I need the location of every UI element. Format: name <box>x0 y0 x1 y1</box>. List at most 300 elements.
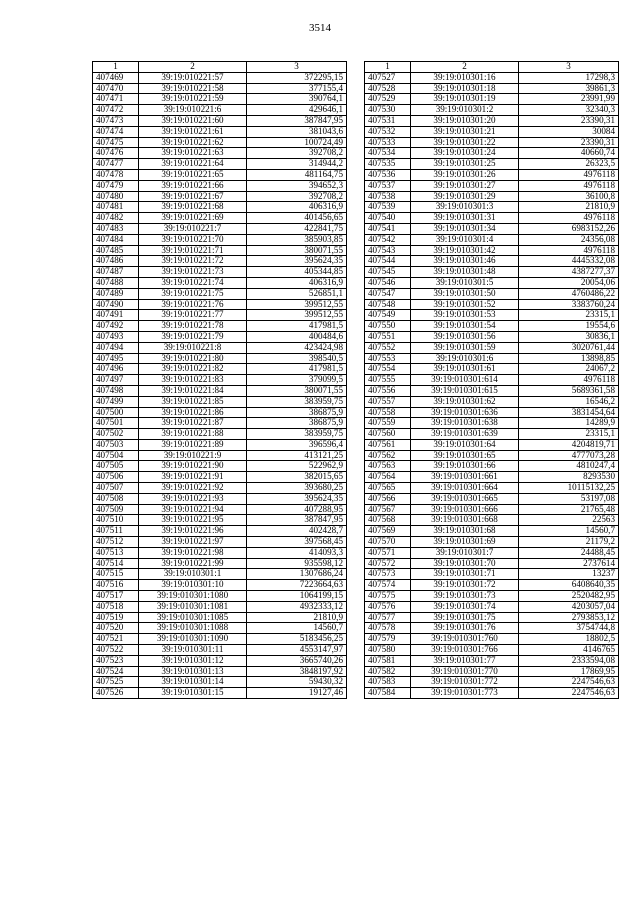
row-number-cell: 407488 <box>93 277 139 288</box>
cadastral-number-cell: 39:19:010221:57 <box>139 72 247 83</box>
row-number-cell: 407484 <box>93 234 139 245</box>
row-number-cell: 407529 <box>365 94 411 105</box>
row-number-cell: 407569 <box>365 526 411 537</box>
table-row <box>93 623 347 634</box>
cadastral-number-cell: 39:19:010301:24 <box>411 148 519 159</box>
table-row <box>93 256 347 267</box>
value-cell: 17869,95 <box>519 666 619 677</box>
row-number-cell: 407514 <box>93 558 139 569</box>
value-cell: 3831454,64 <box>519 407 619 418</box>
value-cell: 26323,5 <box>519 159 619 170</box>
value-cell: 383959,75 <box>247 396 347 407</box>
cadastral-number-cell: 39:19:010301:31 <box>411 213 519 224</box>
value-cell: 314944,2 <box>247 159 347 170</box>
table-row <box>93 634 347 645</box>
value-cell: 395624,35 <box>247 256 347 267</box>
table-row <box>365 159 619 170</box>
row-number-cell: 407562 <box>365 450 411 461</box>
table-row <box>93 612 347 623</box>
table-row <box>93 213 347 224</box>
table-row <box>365 191 619 202</box>
table-row <box>365 385 619 396</box>
cadastral-number-cell: 39:19:010301:71 <box>411 569 519 580</box>
table-row <box>93 288 347 299</box>
cadastral-number-cell: 39:19:010301:661 <box>411 472 519 483</box>
cadastral-number-cell: 39:19:010221:76 <box>139 299 247 310</box>
table-row <box>365 299 619 310</box>
row-number-cell: 407578 <box>365 623 411 634</box>
row-number-cell: 407582 <box>365 666 411 677</box>
value-cell: 395624,35 <box>247 493 347 504</box>
cadastral-number-cell: 39:19:010301:12 <box>139 655 247 666</box>
cadastral-number-cell: 39:19:010301:75 <box>411 612 519 623</box>
cadastral-number-cell: 39:19:010301:26 <box>411 169 519 180</box>
value-cell: 383959,75 <box>247 429 347 440</box>
row-number-cell: 407548 <box>365 299 411 310</box>
value-cell: 22563 <box>519 515 619 526</box>
table-row <box>93 526 347 537</box>
table-row <box>93 558 347 569</box>
table-row <box>93 666 347 677</box>
table-row <box>93 94 347 105</box>
cadastral-number-cell: 39:19:010221:98 <box>139 547 247 558</box>
cadastral-number-cell: 39:19:010221:7 <box>139 223 247 234</box>
table-row <box>365 439 619 450</box>
table-row <box>93 537 347 548</box>
table-row <box>93 267 347 278</box>
value-cell: 399512,55 <box>247 310 347 321</box>
cadastral-number-cell: 39:19:010221:79 <box>139 331 247 342</box>
table-row <box>365 267 619 278</box>
value-cell: 7223664,63 <box>247 580 347 591</box>
value-cell: 24356,08 <box>519 234 619 245</box>
row-number-cell: 407507 <box>93 483 139 494</box>
table-row <box>365 342 619 353</box>
value-cell: 21810,9 <box>247 612 347 623</box>
cadastral-number-cell: 39:19:010221:9 <box>139 450 247 461</box>
cadastral-number-cell: 39:19:010301:636 <box>411 407 519 418</box>
cadastral-number-cell: 39:19:010301:76 <box>411 623 519 634</box>
row-number-cell: 407472 <box>93 105 139 116</box>
row-number-cell: 407542 <box>365 234 411 245</box>
cadastral-number-cell: 39:19:010221:71 <box>139 245 247 256</box>
cadastral-number-cell: 39:19:010301:638 <box>411 418 519 429</box>
cadastral-number-cell: 39:19:010301:53 <box>411 310 519 321</box>
table-row <box>93 105 347 116</box>
cadastral-number-cell: 39:19:010221:6 <box>139 105 247 116</box>
cadastral-number-cell: 39:19:010301:50 <box>411 288 519 299</box>
cadastral-number-cell: 39:19:010301:666 <box>411 504 519 515</box>
table-row <box>365 137 619 148</box>
cadastral-number-cell: 39:19:010301:4 <box>411 234 519 245</box>
table-row <box>365 493 619 504</box>
row-number-cell: 407487 <box>93 267 139 278</box>
table-row <box>365 634 619 645</box>
value-cell: 14560,7 <box>247 623 347 634</box>
cadastral-number-cell: 39:19:010301:1081 <box>139 601 247 612</box>
row-number-cell: 407519 <box>93 612 139 623</box>
value-cell: 3665740,26 <box>247 655 347 666</box>
table-row <box>93 375 347 386</box>
value-cell: 100724,49 <box>247 137 347 148</box>
value-cell: 380071,55 <box>247 385 347 396</box>
row-number-cell: 407491 <box>93 310 139 321</box>
row-number-cell: 407559 <box>365 418 411 429</box>
row-number-cell: 407478 <box>93 169 139 180</box>
value-cell: 380071,55 <box>247 245 347 256</box>
table-row <box>365 223 619 234</box>
value-cell: 2793853,12 <box>519 612 619 623</box>
value-cell: 21810,9 <box>519 202 619 213</box>
cadastral-number-cell: 39:19:010301:16 <box>411 72 519 83</box>
value-cell: 4445332,08 <box>519 256 619 267</box>
cadastral-number-cell: 39:19:010301:62 <box>411 396 519 407</box>
value-cell: 30836,1 <box>519 331 619 342</box>
row-number-cell: 407492 <box>93 321 139 332</box>
cadastral-number-cell: 39:19:010301:2 <box>411 105 519 116</box>
cadastral-number-cell: 39:19:010221:60 <box>139 115 247 126</box>
cadastral-number-cell: 39:19:010301:760 <box>411 634 519 645</box>
cadastral-number-cell: 39:19:010221:82 <box>139 364 247 375</box>
cadastral-number-cell: 39:19:010301:639 <box>411 429 519 440</box>
cadastral-number-cell: 39:19:010301:18 <box>411 83 519 94</box>
cadastral-number-cell: 39:19:010221:90 <box>139 461 247 472</box>
table-row <box>365 655 619 666</box>
table-row <box>93 169 347 180</box>
table-row <box>365 666 619 677</box>
cadastral-number-cell: 39:19:010301:614 <box>411 375 519 386</box>
table-row <box>365 353 619 364</box>
table-row <box>365 407 619 418</box>
cadastral-number-cell: 39:19:010221:88 <box>139 429 247 440</box>
table-row <box>93 569 347 580</box>
table-row <box>93 450 347 461</box>
cadastral-number-cell: 39:19:010301:73 <box>411 591 519 602</box>
cadastral-number-cell: 39:19:010301:52 <box>411 299 519 310</box>
page-number: 3514 <box>309 22 331 34</box>
table-row <box>365 645 619 656</box>
table-row <box>365 461 619 472</box>
cadastral-number-cell: 39:19:010301:72 <box>411 580 519 591</box>
row-number-cell: 407497 <box>93 375 139 386</box>
row-number-cell: 407552 <box>365 342 411 353</box>
value-cell: 399512,55 <box>247 299 347 310</box>
table-row <box>93 688 347 699</box>
value-cell: 5183456,25 <box>247 634 347 645</box>
cadastral-number-cell: 39:19:010221:63 <box>139 148 247 159</box>
value-cell: 414093,3 <box>247 547 347 558</box>
cadastral-number-cell: 39:19:010301:34 <box>411 223 519 234</box>
cadastral-number-cell: 39:19:010221:99 <box>139 558 247 569</box>
cadastral-number-cell: 39:19:010221:93 <box>139 493 247 504</box>
value-cell: 1064199,15 <box>247 591 347 602</box>
row-number-cell: 407534 <box>365 148 411 159</box>
row-number-cell: 407510 <box>93 515 139 526</box>
cadastral-number-cell: 39:19:010301:27 <box>411 180 519 191</box>
row-number-cell: 407474 <box>93 126 139 137</box>
table-row <box>365 288 619 299</box>
value-cell: 17298,3 <box>519 72 619 83</box>
row-number-cell: 407581 <box>365 655 411 666</box>
table-row <box>93 148 347 159</box>
table-row <box>93 137 347 148</box>
table-row <box>93 461 347 472</box>
table-row <box>93 202 347 213</box>
value-cell: 401456,65 <box>247 213 347 224</box>
cadastral-number-cell: 39:19:010221:84 <box>139 385 247 396</box>
row-number-cell: 407551 <box>365 331 411 342</box>
cadastral-number-cell: 39:19:010301:7 <box>411 547 519 558</box>
cadastral-number-cell: 39:19:010301:20 <box>411 115 519 126</box>
cadastral-number-cell: 39:19:010221:65 <box>139 169 247 180</box>
value-cell: 429646,1 <box>247 105 347 116</box>
value-cell: 23390,31 <box>519 137 619 148</box>
value-cell: 4976118 <box>519 375 619 386</box>
row-number-cell: 407568 <box>365 515 411 526</box>
value-cell: 2247546,63 <box>519 677 619 688</box>
cadastral-number-cell: 39:19:010221:89 <box>139 439 247 450</box>
table-row <box>93 159 347 170</box>
value-cell: 23991,99 <box>519 94 619 105</box>
row-number-cell: 407536 <box>365 169 411 180</box>
cadastral-number-cell: 39:19:010301:1090 <box>139 634 247 645</box>
cadastral-number-cell: 39:19:010301:668 <box>411 515 519 526</box>
row-number-cell: 407576 <box>365 601 411 612</box>
cadastral-number-cell: 39:19:010301:42 <box>411 245 519 256</box>
cadastral-number-cell: 39:19:010221:87 <box>139 418 247 429</box>
table-row <box>365 677 619 688</box>
row-number-cell: 407480 <box>93 191 139 202</box>
value-cell: 16546,2 <box>519 396 619 407</box>
row-number-cell: 407573 <box>365 569 411 580</box>
value-cell: 6983152,26 <box>519 223 619 234</box>
cadastral-number-cell: 39:19:010301:615 <box>411 385 519 396</box>
value-cell: 14560,7 <box>519 526 619 537</box>
table-row <box>365 83 619 94</box>
row-number-cell: 407561 <box>365 439 411 450</box>
row-number-cell: 407509 <box>93 504 139 515</box>
value-cell: 1307686,24 <box>247 569 347 580</box>
table-row <box>365 601 619 612</box>
table-row <box>365 115 619 126</box>
value-cell: 422841,75 <box>247 223 347 234</box>
row-number-cell: 407554 <box>365 364 411 375</box>
table-row <box>365 126 619 137</box>
table-row <box>93 547 347 558</box>
row-number-cell: 407575 <box>365 591 411 602</box>
value-cell: 4387277,37 <box>519 267 619 278</box>
row-number-cell: 407483 <box>93 223 139 234</box>
table-row <box>93 342 347 353</box>
value-cell: 3848197,92 <box>247 666 347 677</box>
value-cell: 13237 <box>519 569 619 580</box>
row-number-cell: 407493 <box>93 331 139 342</box>
table-row <box>365 623 619 634</box>
row-number-cell: 407517 <box>93 591 139 602</box>
column-header-2: 2 <box>139 62 247 73</box>
table-row <box>93 407 347 418</box>
table-row <box>365 277 619 288</box>
value-cell: 36100,8 <box>519 191 619 202</box>
cadastral-number-cell: 39:19:010301:22 <box>411 137 519 148</box>
cadastral-number-cell: 39:19:010221:74 <box>139 277 247 288</box>
cadastral-number-cell: 39:19:010301:77 <box>411 655 519 666</box>
row-number-cell: 407511 <box>93 526 139 537</box>
cadastral-number-cell: 39:19:010221:77 <box>139 310 247 321</box>
table-row <box>365 94 619 105</box>
value-cell: 4976118 <box>519 169 619 180</box>
value-cell: 4976118 <box>519 180 619 191</box>
value-cell: 379099,5 <box>247 375 347 386</box>
value-cell: 39861,3 <box>519 83 619 94</box>
cadastral-number-cell: 39:19:010301:772 <box>411 677 519 688</box>
row-number-cell: 407545 <box>365 267 411 278</box>
value-cell: 6408640,35 <box>519 580 619 591</box>
value-cell: 19127,46 <box>247 688 347 699</box>
value-cell: 21765,48 <box>519 504 619 515</box>
cadastral-number-cell: 39:19:010301:5 <box>411 277 519 288</box>
row-number-cell: 407515 <box>93 569 139 580</box>
table-row <box>93 223 347 234</box>
row-number-cell: 407574 <box>365 580 411 591</box>
value-cell: 526851,1 <box>247 288 347 299</box>
row-number-cell: 407579 <box>365 634 411 645</box>
table-row <box>93 234 347 245</box>
cadastral-number-cell: 39:19:010301:46 <box>411 256 519 267</box>
table-row <box>93 310 347 321</box>
row-number-cell: 407512 <box>93 537 139 548</box>
table-row <box>365 429 619 440</box>
table-row <box>365 310 619 321</box>
value-cell: 398540,5 <box>247 353 347 364</box>
table-row <box>365 418 619 429</box>
table-row <box>365 148 619 159</box>
column-header-1: 1 <box>365 62 411 73</box>
value-cell: 2737614 <box>519 558 619 569</box>
value-cell: 406316,9 <box>247 277 347 288</box>
value-cell: 405344,85 <box>247 267 347 278</box>
row-number-cell: 407538 <box>365 191 411 202</box>
table-row <box>365 612 619 623</box>
table-row <box>93 245 347 256</box>
row-number-cell: 407522 <box>93 645 139 656</box>
cadastral-number-cell: 39:19:010221:68 <box>139 202 247 213</box>
row-number-cell: 407518 <box>93 601 139 612</box>
table-row <box>93 396 347 407</box>
table-row <box>365 256 619 267</box>
value-cell: 400484,6 <box>247 331 347 342</box>
row-number-cell: 407567 <box>365 504 411 515</box>
row-number-cell: 407500 <box>93 407 139 418</box>
value-cell: 387847,95 <box>247 115 347 126</box>
row-number-cell: 407539 <box>365 202 411 213</box>
row-number-cell: 407503 <box>93 439 139 450</box>
value-cell: 394652,3 <box>247 180 347 191</box>
cadastral-number-cell: 39:19:010301:19 <box>411 94 519 105</box>
table-row <box>365 321 619 332</box>
cadastral-number-cell: 39:19:010301:14 <box>139 677 247 688</box>
value-cell: 407288,95 <box>247 504 347 515</box>
row-number-cell: 407475 <box>93 137 139 148</box>
table-row <box>365 234 619 245</box>
table-row <box>93 429 347 440</box>
row-number-cell: 407526 <box>93 688 139 699</box>
cadastral-number-cell: 39:19:010221:69 <box>139 213 247 224</box>
cadastral-number-cell: 39:19:010301:766 <box>411 645 519 656</box>
value-cell: 397568,45 <box>247 537 347 548</box>
value-cell: 2520482,95 <box>519 591 619 602</box>
row-number-cell: 407572 <box>365 558 411 569</box>
row-number-cell: 407556 <box>365 385 411 396</box>
value-cell: 381043,6 <box>247 126 347 137</box>
row-number-cell: 407516 <box>93 580 139 591</box>
value-cell: 417981,5 <box>247 364 347 375</box>
row-number-cell: 407520 <box>93 623 139 634</box>
value-cell: 4553147,97 <box>247 645 347 656</box>
row-number-cell: 407531 <box>365 115 411 126</box>
row-number-cell: 407546 <box>365 277 411 288</box>
row-number-cell: 407476 <box>93 148 139 159</box>
value-cell: 23315,1 <box>519 429 619 440</box>
table-row <box>93 472 347 483</box>
table-row <box>93 645 347 656</box>
value-cell: 4976118 <box>519 245 619 256</box>
registry-table-left <box>92 61 347 699</box>
cadastral-number-cell: 39:19:010301:56 <box>411 331 519 342</box>
value-cell: 3754744,8 <box>519 623 619 634</box>
table-row <box>93 515 347 526</box>
cadastral-number-cell: 39:19:010301:61 <box>411 364 519 375</box>
row-number-cell: 407547 <box>365 288 411 299</box>
row-number-cell: 407470 <box>93 83 139 94</box>
cadastral-number-cell: 39:19:010301:29 <box>411 191 519 202</box>
row-number-cell: 407570 <box>365 537 411 548</box>
table-row <box>93 493 347 504</box>
cadastral-number-cell: 39:19:010221:8 <box>139 342 247 353</box>
row-number-cell: 407477 <box>93 159 139 170</box>
row-number-cell: 407489 <box>93 288 139 299</box>
row-number-cell: 407563 <box>365 461 411 472</box>
row-number-cell: 407530 <box>365 105 411 116</box>
value-cell: 413121,25 <box>247 450 347 461</box>
table-row <box>93 72 347 83</box>
cadastral-number-cell: 39:19:010301:65 <box>411 450 519 461</box>
cadastral-number-cell: 39:19:010301:11 <box>139 645 247 656</box>
row-number-cell: 407481 <box>93 202 139 213</box>
table-row <box>365 569 619 580</box>
cadastral-number-cell: 39:19:010301:664 <box>411 483 519 494</box>
value-cell: 4204819,71 <box>519 439 619 450</box>
table-row <box>93 439 347 450</box>
cadastral-number-cell: 39:19:010301:1085 <box>139 612 247 623</box>
cadastral-number-cell: 39:19:010221:67 <box>139 191 247 202</box>
row-number-cell: 407495 <box>93 353 139 364</box>
cadastral-number-cell: 39:19:010301:64 <box>411 439 519 450</box>
cadastral-number-cell: 39:19:010221:92 <box>139 483 247 494</box>
cadastral-number-cell: 39:19:010221:61 <box>139 126 247 137</box>
value-cell: 392708,2 <box>247 148 347 159</box>
table-row <box>93 353 347 364</box>
table-row <box>365 375 619 386</box>
table-row <box>365 180 619 191</box>
cadastral-number-cell: 39:19:010221:59 <box>139 94 247 105</box>
row-number-cell: 407577 <box>365 612 411 623</box>
value-cell: 18802,5 <box>519 634 619 645</box>
value-cell: 4777073,28 <box>519 450 619 461</box>
cadastral-number-cell: 39:19:010301:770 <box>411 666 519 677</box>
table-row <box>365 72 619 83</box>
value-cell: 14289,9 <box>519 418 619 429</box>
